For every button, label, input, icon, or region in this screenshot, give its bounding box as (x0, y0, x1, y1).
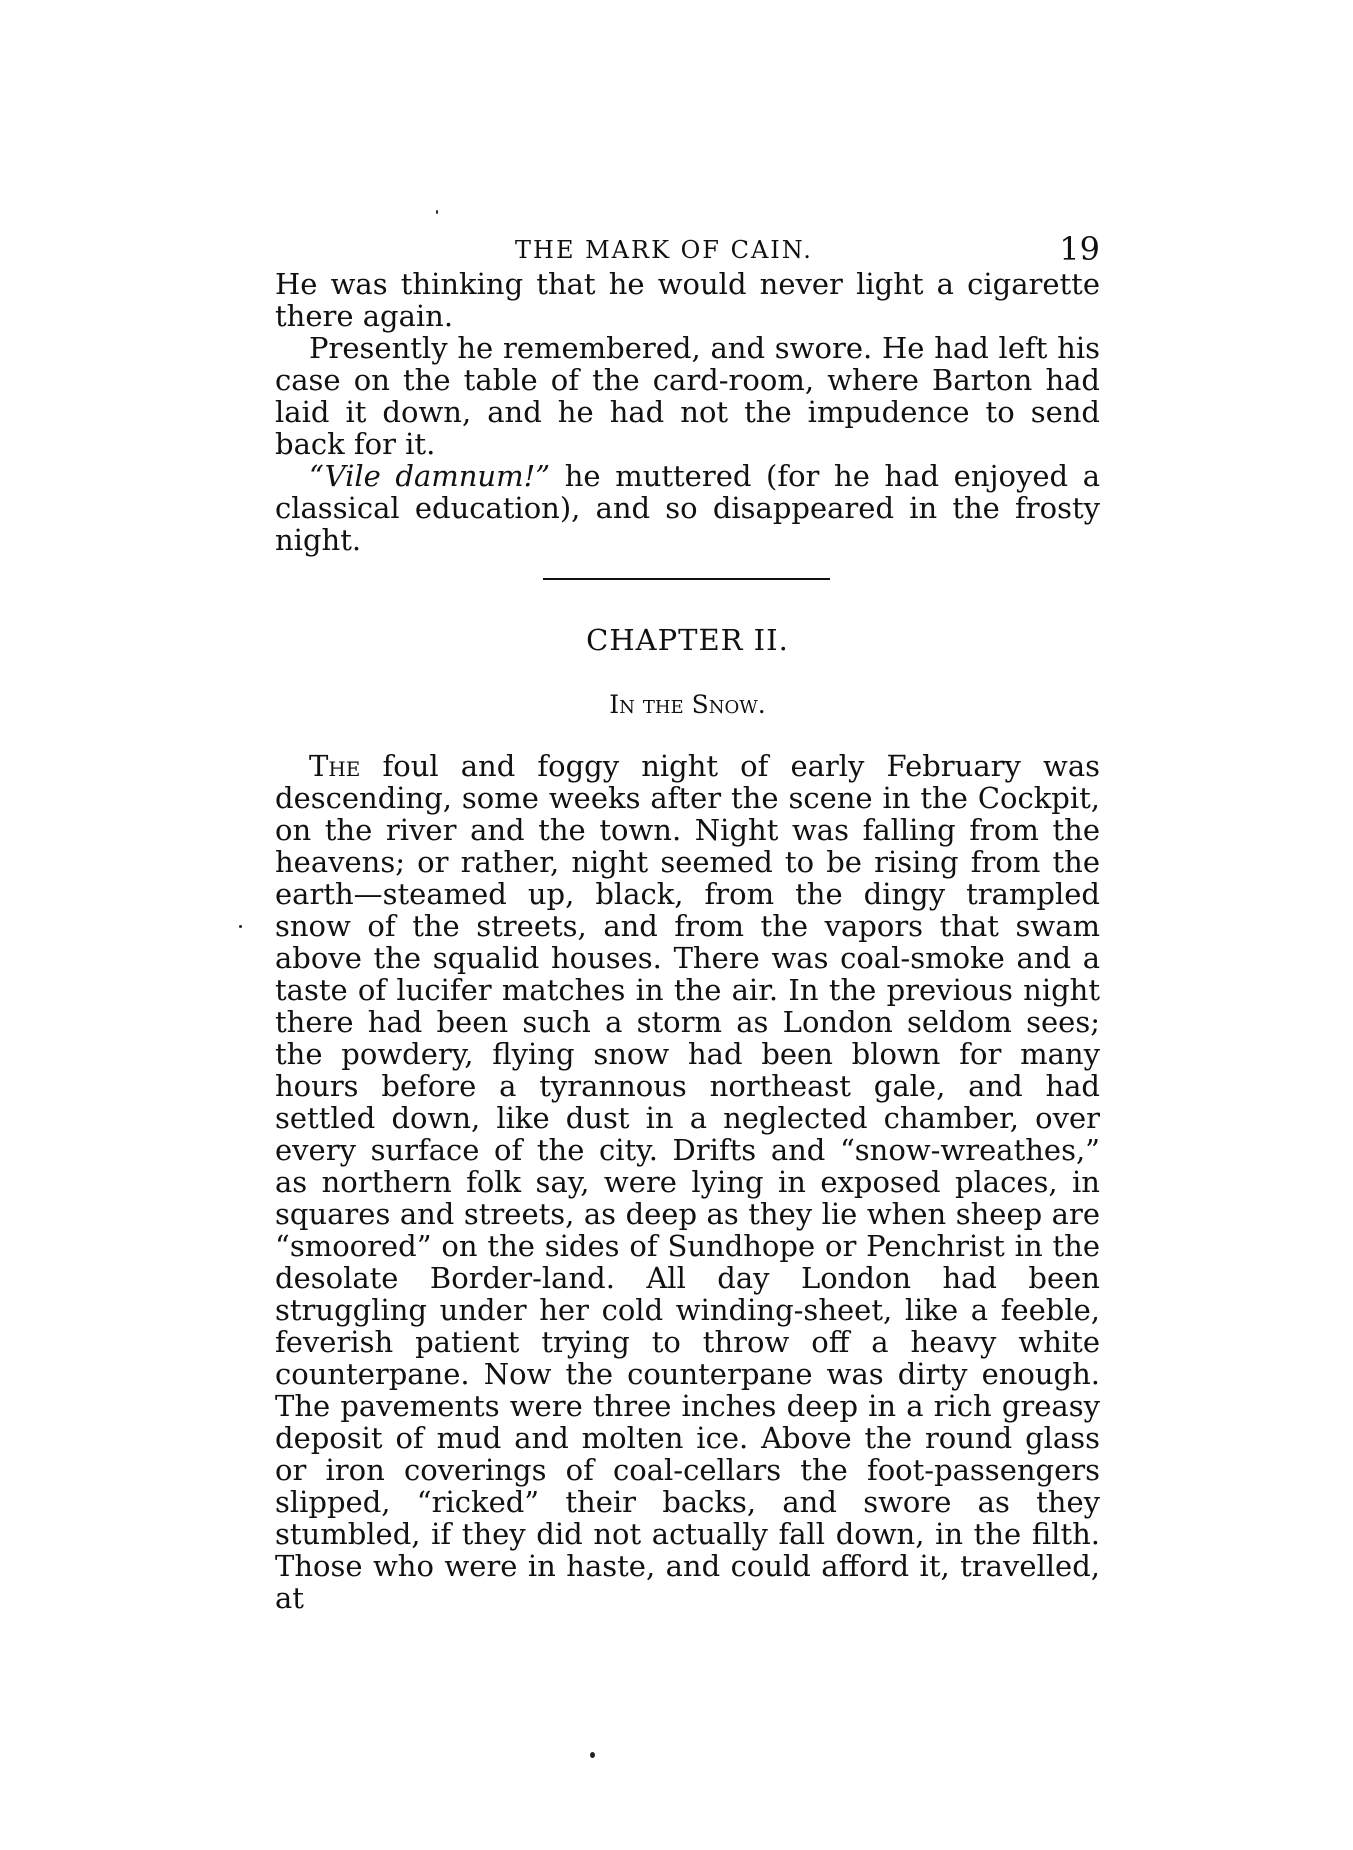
print-speck (590, 1752, 595, 1758)
print-speck (239, 925, 242, 928)
chapter-subtitle: In the Snow. (609, 690, 766, 719)
paragraph (275, 460, 1100, 556)
lead-word: The (309, 749, 361, 783)
section-divider (543, 578, 830, 580)
paragraph: He was thinking that he would never light a cigarette there again. (275, 267, 1100, 333)
page-number: 19 (1059, 230, 1100, 268)
closing-passage (275, 268, 1100, 556)
paragraph-text: foul and foggy night of early February was descending, some weeks after the scene in the Cockpit, on the river and the town. Night was falling from the heavens; or rather, night seemed to be rising from the earth—steamed up, black, from the dingy trampled snow of the streets, and from the vapors that swam above the squalid houses. There was coal-smoke and a taste of lucifer matches in the air. In the previous night there had been such a storm as London seldom sees; the powdery, flying snow had been blown for many hours before a tyrannous northeast gale, and had settled down, like dust in a neglected chamber, over every surface of the city. Drifts and “snow-wreathes,” as northern folk say, were lying in exposed places, in squares and streets, as deep as they lie when sheep are “smoored” on the sides of Sundhope or Penchrist in the desolate Border-land. All day London had been struggling under her cold winding-sheet, like a feeble, feverish patient trying to throw off a heavy white counterpane. Now the counterpane was dirty enough. The pavements were three inches deep in a rich greasy deposit of mud and molten ice. Above the round glass or iron coverings of coal-cellars the foot-passengers slipped, “ricked” their backs, and swore as they stumbled, if they did not actually fall down, in the filth. Those who were in haste, and could afford it, travelled, at (275, 749, 1100, 1615)
running-title: THE MARK OF CAIN. (515, 236, 813, 264)
latin-quote: “Vile damnum!” (309, 459, 551, 493)
paragraph-text: he muttered (for he had enjoyed a classical education), and so disappeared in the frosty night. (275, 459, 1100, 557)
paragraph: Presently he remembered, and swore. He had left his case on the table of the card-room, where Barton had laid it down, and he had not the impudence to send back for it. (275, 331, 1100, 461)
print-speck (436, 210, 438, 214)
page-header (275, 230, 1100, 270)
chapter-body (275, 750, 1100, 1614)
chapter-heading: CHAPTER II. (586, 623, 789, 657)
paragraph (275, 750, 1100, 1614)
